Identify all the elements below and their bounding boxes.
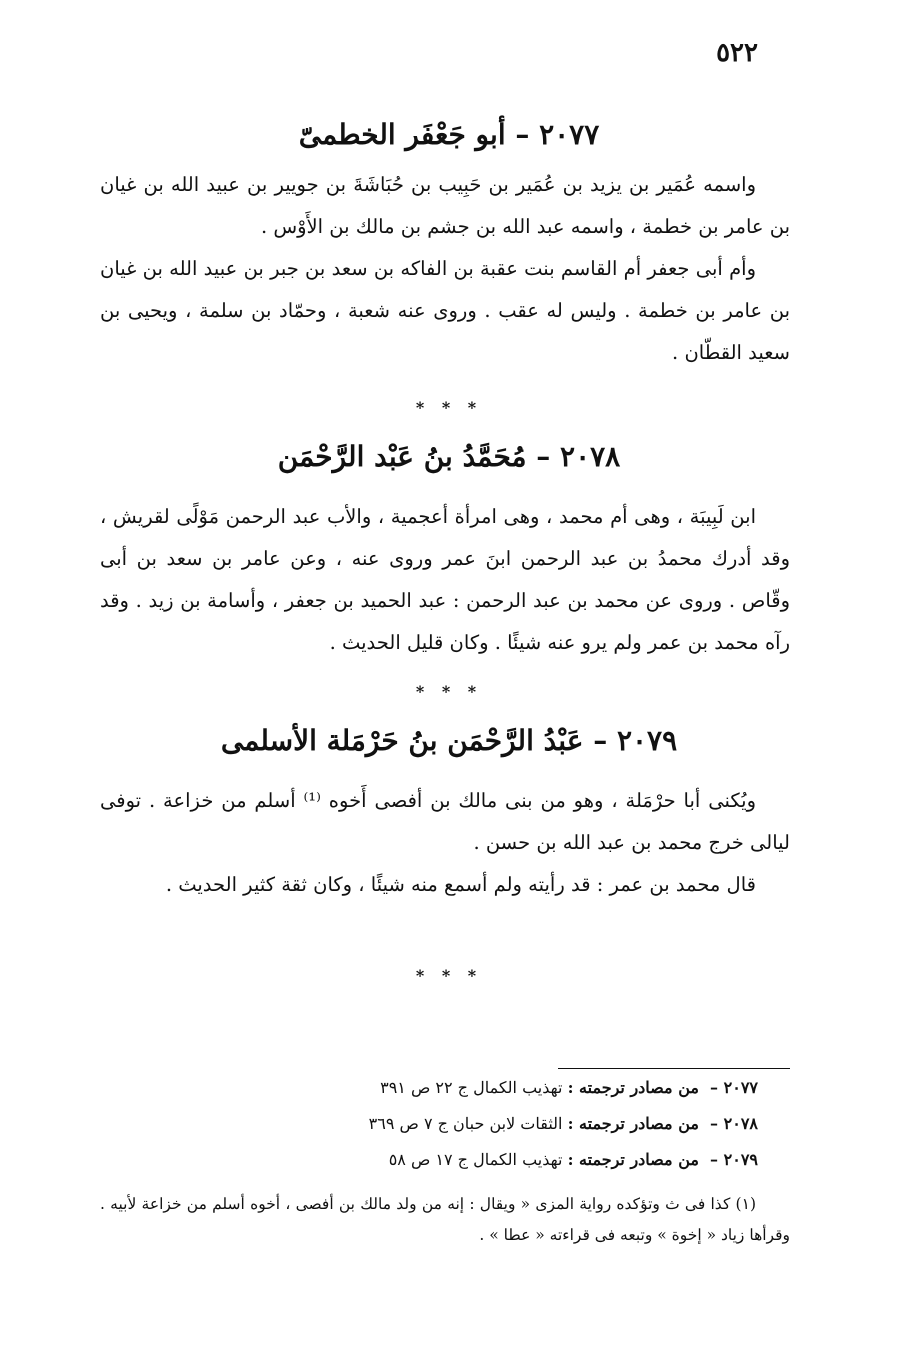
source-label: من مصادر ترجمته : bbox=[567, 1078, 699, 1097]
source-text: تهذيب الكمال ج ١٧ ص ٥٨ bbox=[388, 1150, 563, 1169]
entry-title-2077: ٢٠٧٧ – أبو جَعْفَر الخطمىّ bbox=[298, 118, 600, 151]
entry-paragraph: ابن لَبِيبَة ، وهى أم محمد ، وهى امرأة أعجمية ، والأب عبد الرحمن مَوْلًى لقريش ، وقد أدرك محمدُ بن عبد الرحمن ابنَ عمر وروى عنه ، وعن عامر بن سعد بن أبى وقّاص . وروى عن محمد بن عبد الرحمن : عبد الحميد بن جعفر ، وأسامة بن زيد . وقد رآه محمد بن عمر ولم يرو عنه شيئًا . وكان قليل الحديث . bbox=[100, 505, 790, 654]
entry-paragraph: ويُكنى أبا حرْمَلة ، وهو من بنى مالك بن أفصى أَخوه ⁽¹⁾ أسلم من خزاعة . توفى ليالى خرج محمد بن عبد الله بن حسن . bbox=[100, 789, 790, 854]
entry-body-2079 bbox=[100, 780, 790, 906]
source-number: ٢٠٧٩ – bbox=[710, 1150, 758, 1169]
source-line-2079 bbox=[100, 1150, 758, 1169]
entry-body-2078 bbox=[100, 496, 790, 664]
source-label: من مصادر ترجمته : bbox=[567, 1150, 699, 1169]
page-number: ٥٢٢ bbox=[716, 38, 758, 68]
entry-title-2078: ٢٠٧٨ – مُحَمَّدُ بنُ عَبْد الرَّحْمَن bbox=[277, 440, 621, 473]
entry-body-2077 bbox=[100, 164, 790, 374]
source-number: ٢٠٧٧ – bbox=[710, 1078, 758, 1097]
source-label: من مصادر ترجمته : bbox=[567, 1114, 699, 1133]
footnote-separator bbox=[558, 1068, 790, 1069]
entry-paragraph: قال محمد بن عمر : قد رأيته ولم أسمع منه شيئًا ، وكان ثقة كثير الحديث . bbox=[165, 873, 756, 896]
source-line-2077 bbox=[100, 1078, 758, 1097]
section-divider: * * * bbox=[415, 682, 483, 701]
section-divider: * * * bbox=[415, 966, 483, 985]
source-number: ٢٠٧٨ – bbox=[710, 1114, 758, 1133]
source-line-2078 bbox=[100, 1114, 758, 1133]
footnote bbox=[100, 1189, 790, 1251]
footnote-text: (١) كذا فى ث وتؤكده رواية المزى « ويقال : إنه من ولد مالك بن أفصى ، أخوه أسلم من خزاعة لأبيه . وقرأها زياد « إخوة » وتبعه فى قراءته « عطا » . bbox=[100, 1195, 790, 1244]
entry-paragraph: وأم أبى جعفر أم القاسم بنت عقبة بن الفاكه بن سعد بن جبر بن عبيد الله بن غيان بن عامر بن خطمة . وليس له عقب . وروى عنه شعبة ، وحمّاد بن سلمة ، ويحيى بن سعيد القطّان . bbox=[100, 257, 790, 364]
section-divider: * * * bbox=[415, 398, 483, 417]
source-text: تهذيب الكمال ج ٢٢ ص ٣٩١ bbox=[380, 1078, 563, 1097]
source-text: الثقات لابن حبان ج ٧ ص ٣٦٩ bbox=[368, 1114, 563, 1133]
entry-title-2079: ٢٠٧٩ – عَبْدُ الرَّحْمَن بنُ حَرْمَلة الأسلمى bbox=[220, 724, 678, 757]
entry-paragraph: واسمه عُمَير بن يزيد بن عُمَير بن حَبِيب بن حُبَاشَةَ بن جويير بن عبيد الله بن غيان بن عامر بن خطمة ، واسمه عبد الله بن جشم بن مالك بن الأَوْس . bbox=[100, 173, 790, 238]
